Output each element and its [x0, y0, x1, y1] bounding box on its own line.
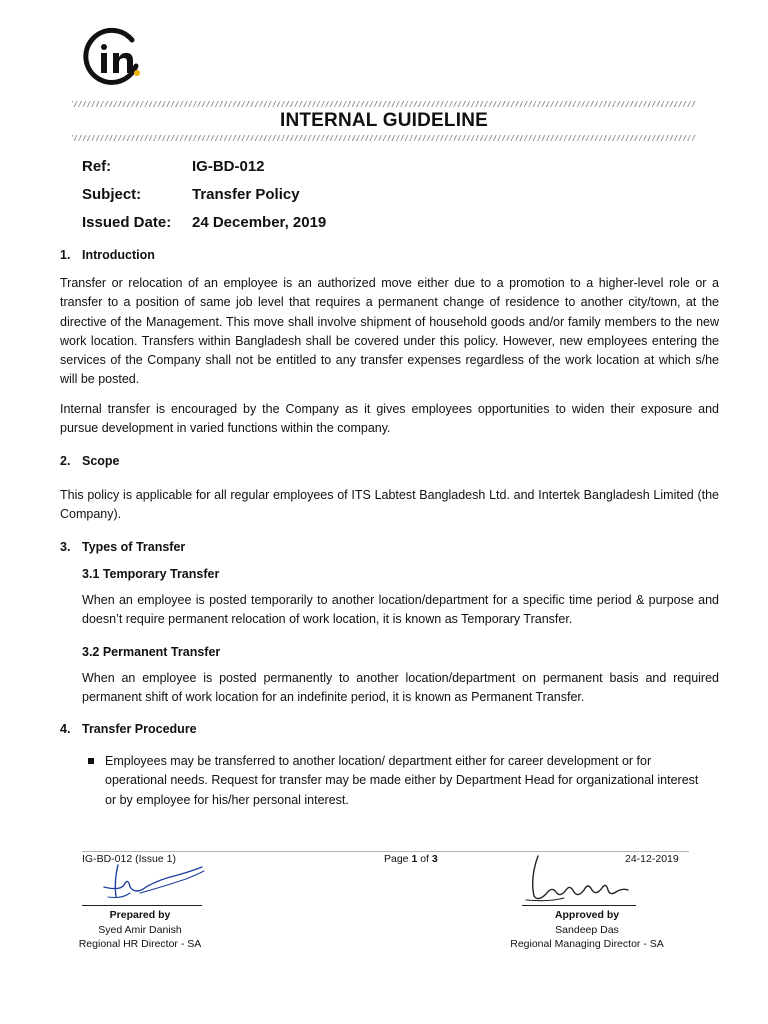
- section-title: Types of Transfer: [82, 540, 186, 554]
- meta-issued-date: [82, 214, 326, 231]
- section-number: 3.: [60, 540, 71, 554]
- decorative-divider-top: [72, 101, 696, 107]
- prepared-signature-line: [82, 905, 202, 906]
- approved-by-role: Regional Managing Director - SA: [510, 938, 664, 951]
- introduction-paragraph-2: Internal transfer is encouraged by the Company as it gives employees opportunities to widen their exposure and pursue development in varied functions within the company.: [60, 402, 719, 436]
- meta-subject-label: Subject:: [82, 186, 142, 203]
- square-bullet-icon: [88, 758, 94, 764]
- permanent-transfer-heading: 3.2 Permanent Transfer: [82, 645, 221, 659]
- page-title: INTERNAL GUIDELINE: [279, 110, 489, 131]
- section-introduction-heading: [60, 248, 155, 262]
- section-title: Scope: [82, 454, 120, 468]
- section-number: 1.: [60, 248, 71, 262]
- footer-doc-issue: IG-BD-012 (Issue 1): [82, 853, 176, 865]
- section-procedure-heading: [60, 722, 197, 736]
- meta-ref-value: IG-BD-012: [192, 158, 265, 175]
- temporary-transfer-heading: 3.1 Temporary Transfer: [82, 567, 220, 581]
- meta-issued-label: Issued Date:: [82, 214, 172, 231]
- approved-by-block: [482, 908, 692, 952]
- procedure-bullet-text: Employees may be transferred to another location/ department either for career development or for operational needs. Request for transfer may be made either by Department Head for organizational interest or by employee for his/her personal interest.: [105, 754, 699, 807]
- decorative-divider-bottom: [72, 135, 696, 141]
- section-number: 2.: [60, 454, 71, 468]
- approved-by-name: Sandeep Das: [555, 923, 619, 936]
- section-types-heading: [60, 540, 185, 554]
- prepared-by-signature: [100, 857, 210, 905]
- footer-date: 24-12-2019: [625, 853, 679, 865]
- meta-subject: [82, 186, 300, 203]
- prepared-by-block: [60, 908, 220, 952]
- section-number: 4.: [60, 722, 71, 736]
- section-title: Transfer Procedure: [82, 722, 197, 736]
- prepared-by-label: Prepared by: [109, 909, 171, 921]
- scope-paragraph: This policy is applicable for all regular employees of ITS Labtest Bangladesh Ltd. and Intertek Bangladesh Limited (the Company).: [60, 488, 719, 522]
- footer-page-number: Page 1 of 3: [384, 853, 438, 865]
- prepared-by-role: Regional HR Director - SA: [78, 938, 202, 951]
- meta-issued-value: 24 December, 2019: [192, 214, 327, 231]
- meta-ref: [82, 158, 265, 175]
- approved-by-label: Approved by: [554, 909, 620, 921]
- approved-by-signature: [520, 850, 632, 906]
- introduction-paragraph-1: Transfer or relocation of an employee is an authorized move either due to a promotion to a higher-level role or a transfer to a position of same job level that requires a permanent change of residence to another city/town, at the directive of the Management. This move shall involve shipment of household goods and/or family members to the new work location. Transfers within Bangladesh shall be covered under this policy. However, new employees entering the services of the Company shall not be entitled to any transfer expenses regardless of the work location at which s/he will be posted.: [60, 276, 719, 387]
- section-title: Introduction: [82, 248, 155, 262]
- approved-signature-line: [522, 905, 636, 906]
- meta-subject-value: Transfer Policy: [192, 186, 300, 203]
- intertek-in-logo-icon: [80, 26, 146, 86]
- section-scope-heading: [60, 454, 120, 468]
- temporary-transfer-text: When an employee is posted temporarily to another location/department for a specific time period & purpose and doesn’t require permanent relocation of work location, it is known as Temporary Transfer.: [82, 593, 719, 627]
- meta-ref-label: Ref:: [82, 158, 112, 175]
- permanent-transfer-text: When an employee is posted permanently to another location/department on permanent basis and required permanent shift of work location for an indefinite period, it is known as Permanent Transfer.: [82, 671, 719, 705]
- prepared-by-name: Syed Amir Danish: [98, 923, 182, 936]
